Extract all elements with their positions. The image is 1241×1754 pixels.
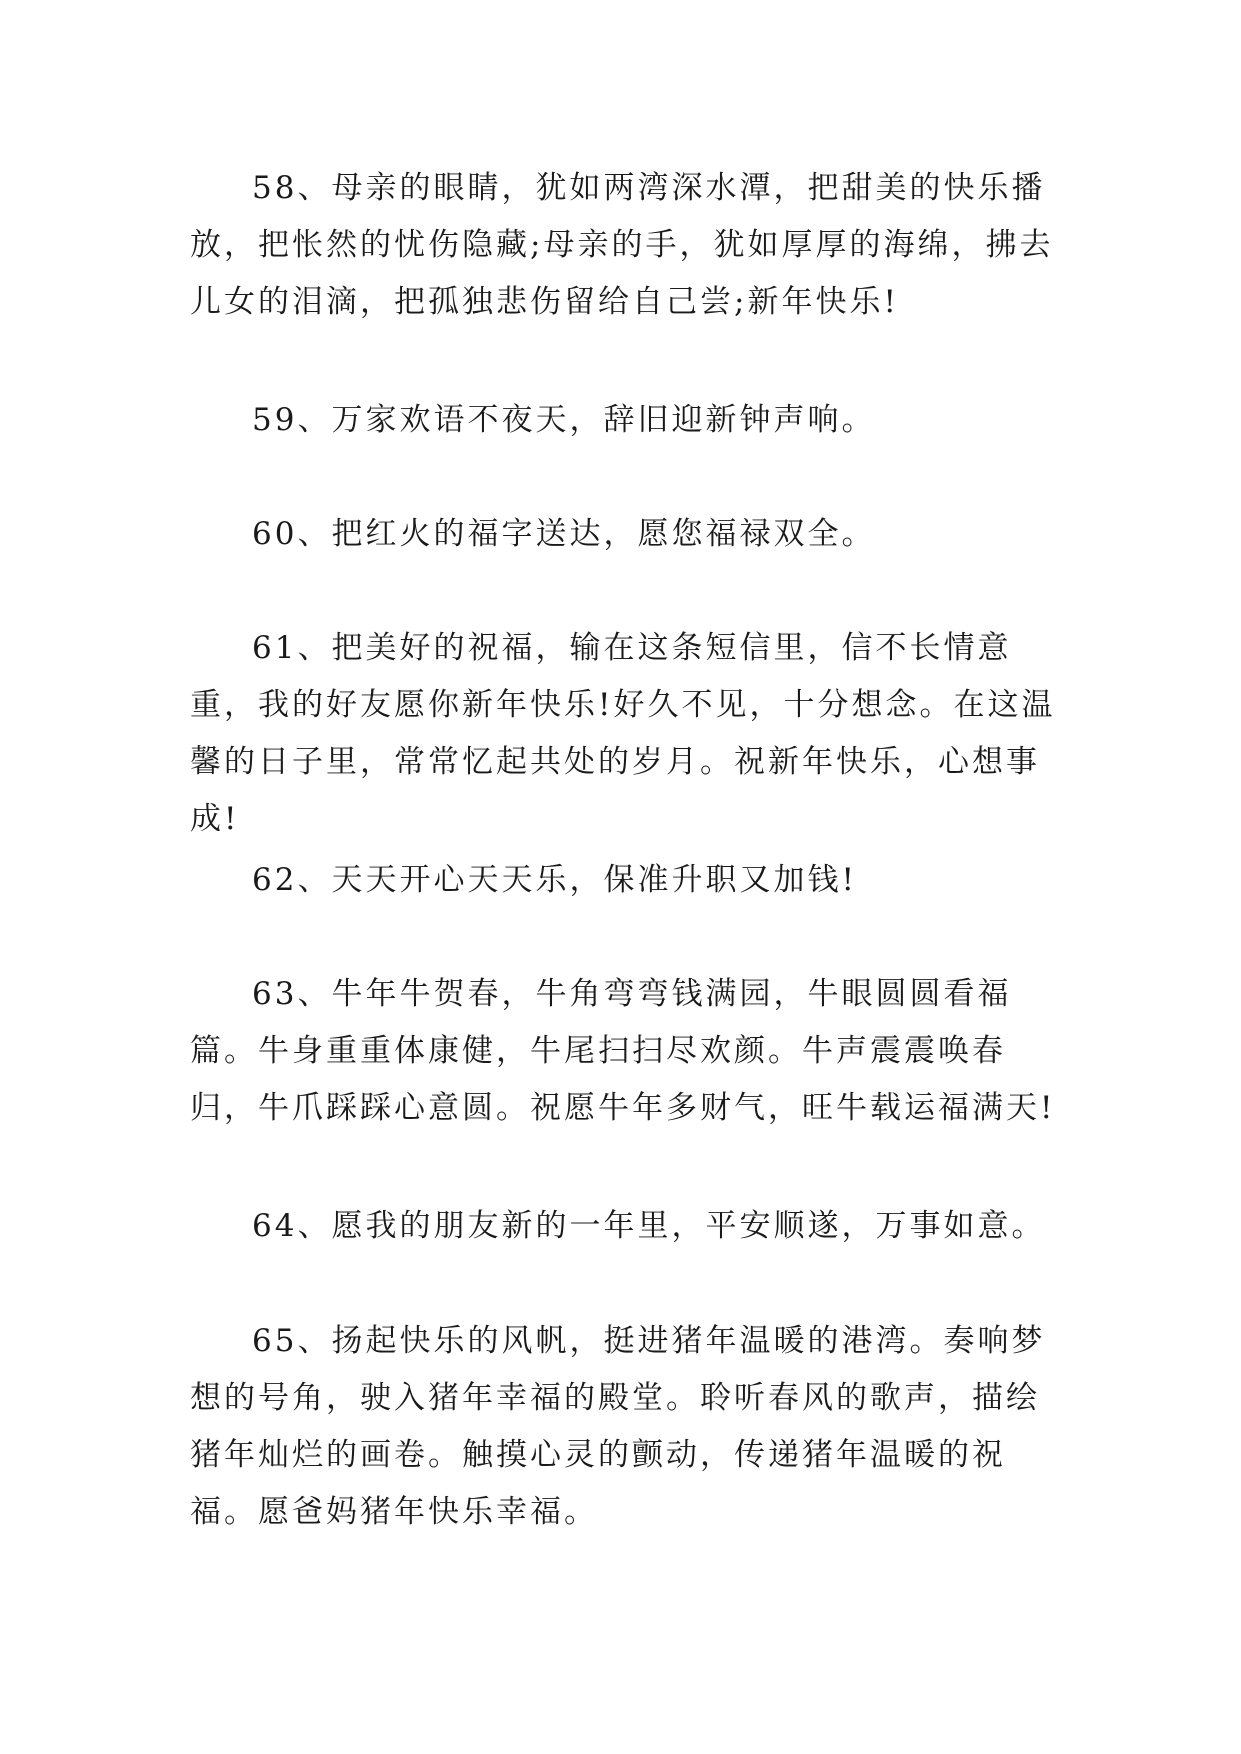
paragraph-64: 64、愿我的朋友新的一年里，平安顺遂，万事如意。 — [252, 1208, 1046, 1244]
paragraph-60: 60、把红火的福字送达，愿您福禄双全。 — [252, 516, 876, 552]
paragraph-63: 63、牛年牛贺春，牛角弯弯钱满园，牛眼圆圆看福篇。牛身重重体康健，牛尾扫扫尽欢颜。牛声震震唤春归，牛爪踩踩心意圆。祝愿牛年多财气，旺牛载运福满天! — [190, 976, 1056, 1126]
paragraph-61: 61、把美好的祝福，输在这条短信里，信不长情意重，我的好友愿你新年快乐!好久不见，十分想念。在这温馨的日子里，常常忆起共处的岁月。祝新年快乐，心想事成! — [190, 630, 1056, 837]
paragraph-65: 65、扬起快乐的风帆，挺进猪年温暖的港湾。奏响梦想的号角，驶入猪年幸福的殿堂。聆听春风的歌声，描绘猪年灿烂的画卷。触摸心灵的颤动，传递猪年温暖的祝福。愿爸妈猪年快乐幸福。 — [190, 1323, 1046, 1530]
paragraph-58: 58、母亲的眼睛，犹如两湾深水潭，把甜美的快乐播放，把怅然的忧伤隐藏;母亲的手，犹如厚厚的海绵，拂去儿女的泪滴，把孤独悲伤留给自己尝;新年快乐! — [190, 170, 1054, 320]
paragraph-62: 62、天天开心天天乐，保准升职又加钱! — [252, 862, 857, 898]
paragraph-59: 59、万家欢语不夜天，辞旧迎新钟声响。 — [252, 402, 876, 438]
